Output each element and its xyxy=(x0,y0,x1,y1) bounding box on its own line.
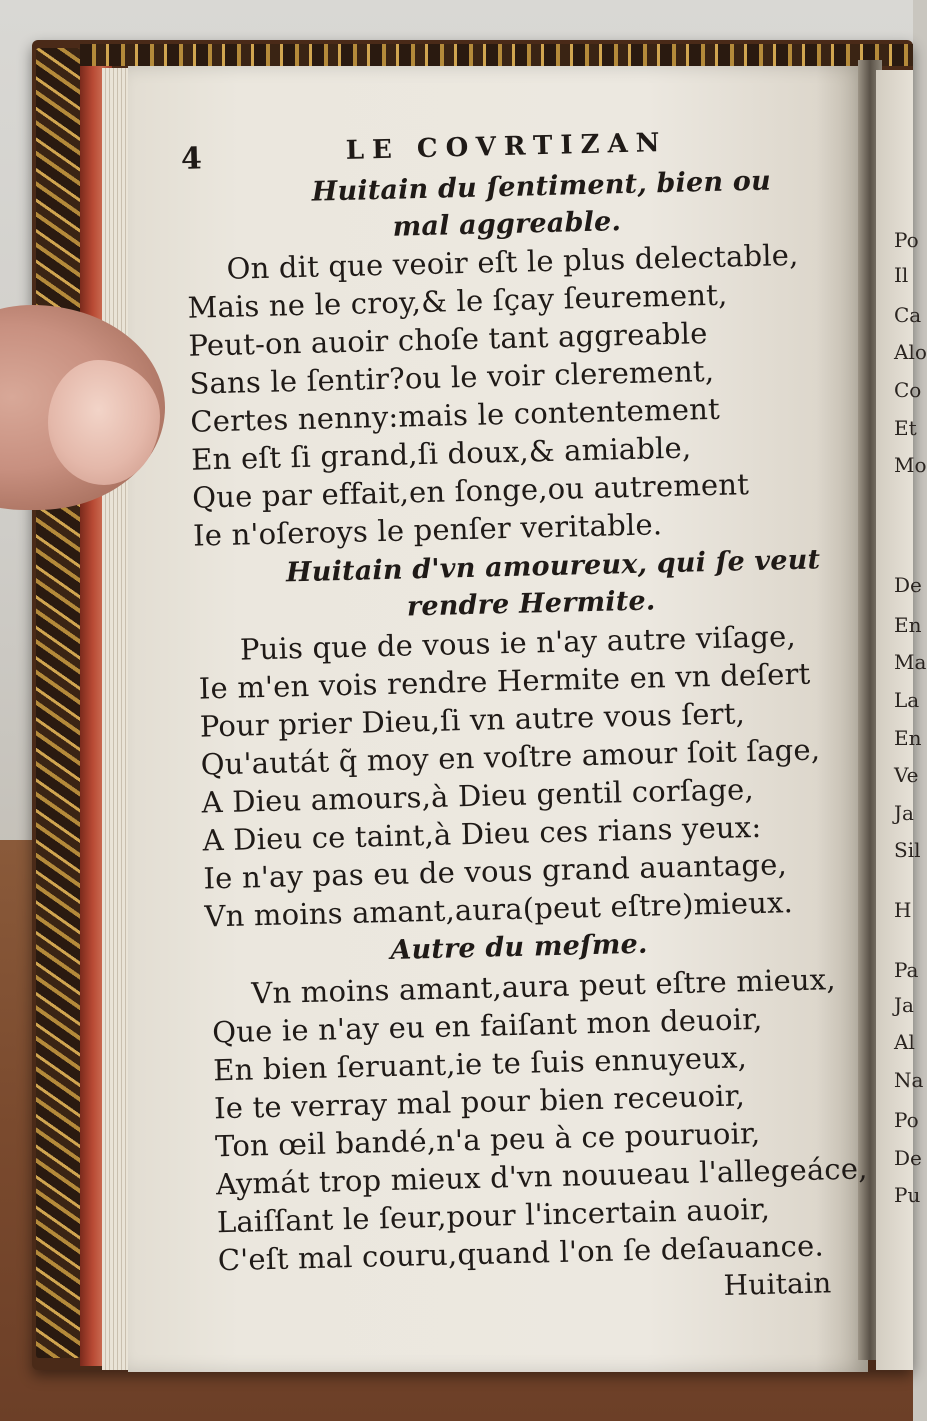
verse-line: Aymát trop mieux d'vn nouueau l'allegeáce, xyxy=(215,1151,868,1202)
facing-line: Et xyxy=(894,416,917,440)
verse-line: Puis que de vous ie n'ay autre viſage, xyxy=(239,618,797,667)
poem-title: rendre Hermite. xyxy=(406,585,656,623)
facing-line: Co xyxy=(894,378,922,402)
facing-line: Sil xyxy=(894,838,921,862)
facing-page xyxy=(876,70,927,1370)
facing-line: Ja xyxy=(894,993,914,1017)
verse-line: Mais ne le croy,& le ſçay ſeurement, xyxy=(187,277,728,325)
verse-line: Ton œil bandé,n'a peu à ce pouruoir, xyxy=(214,1116,761,1164)
verse-line: Pour prier Dieu,ſi vn autre vous ſert, xyxy=(199,696,746,744)
facing-line: La xyxy=(894,688,920,712)
facing-line: Pa xyxy=(894,958,919,982)
verse-line: Qu'autát q̃ moy en voſtre amour ſoit ſage, xyxy=(200,732,821,782)
facing-line: Po xyxy=(894,228,919,252)
verse-line: Ie n'oſeroys le penſer veritable. xyxy=(192,507,663,553)
facing-line: H xyxy=(894,898,912,922)
verse-line: En bien ſeruant,ie te ſuis ennuyeux, xyxy=(212,1040,748,1088)
verse-line: Que ie n'ay eu en faiſant mon deuoir, xyxy=(211,1001,763,1050)
facing-line: Il xyxy=(894,263,909,287)
facing-line: Mo xyxy=(894,453,927,477)
verse-line: On dit que veoir eſt le plus delectable, xyxy=(226,237,799,286)
verse-line: Vn moins amant,aura(peut eſtre)mieux. xyxy=(204,885,794,934)
verse-line: Sans le ſentir?ou le voir clerement, xyxy=(189,353,715,401)
gilt-tooled-top-border xyxy=(80,44,913,66)
facing-line: Ve xyxy=(894,763,919,787)
facing-line: Po xyxy=(894,1108,919,1132)
verse-line: Certes nenny:mais le contentement xyxy=(189,391,721,439)
poem-title: Huitain du ſentiment, bien ou xyxy=(311,165,772,208)
facing-line: Ja xyxy=(894,801,914,825)
verse-line: C'eſt mal couru,quand l'on ſe deſauance. xyxy=(217,1228,825,1278)
facing-line: Ma xyxy=(894,650,927,674)
verse-line: Ie te verray mal pour bien receuoir, xyxy=(213,1078,746,1126)
facing-line: Ca xyxy=(894,303,922,327)
poem-title: Huitain d'vn amoureux, qui ſe veut xyxy=(285,544,821,589)
facing-line: Al xyxy=(894,1030,915,1054)
verse-line: Ie m'en vois rendre Hermite en vn deſert xyxy=(198,656,811,706)
facing-line: Na xyxy=(894,1068,924,1092)
verse-line: A Dieu ce taint,à Dieu ces rians yeux: xyxy=(202,809,762,858)
poem-title: mal aggreable. xyxy=(392,206,622,243)
running-head: LE COVRTIZAN xyxy=(345,127,668,166)
facing-line: De xyxy=(894,1146,922,1170)
facing-line: En xyxy=(894,726,922,750)
verse-line: En eſt ſi grand,ſi doux,& amiable, xyxy=(190,430,692,477)
facing-line: En xyxy=(894,613,922,637)
verse-line: Ie n'ay pas eu de vous grand auantage, xyxy=(203,847,788,896)
catchword: Huitain xyxy=(723,1266,832,1302)
gilt-tooled-spine-border xyxy=(36,48,80,1358)
verse-line: Vn moins amant,aura peut eſtre mieux, xyxy=(250,962,837,1011)
facing-line: De xyxy=(894,573,922,597)
verse-line: A Dieu amours,à Dieu gentil corſage, xyxy=(201,772,755,820)
facing-line: Alo xyxy=(894,340,927,364)
verse-line: Peut-on auoir choſe tant aggreable xyxy=(188,316,708,363)
verse-line: Laiſſant le ſeur,pour l'incertain auoir, xyxy=(216,1191,771,1240)
verse-line: Que par effait,en ſonge,ou autrement xyxy=(191,467,750,515)
poem-title: Autre du meſme. xyxy=(389,928,648,966)
facing-line: Pu xyxy=(894,1183,921,1207)
folio-number: 4 xyxy=(180,141,203,177)
